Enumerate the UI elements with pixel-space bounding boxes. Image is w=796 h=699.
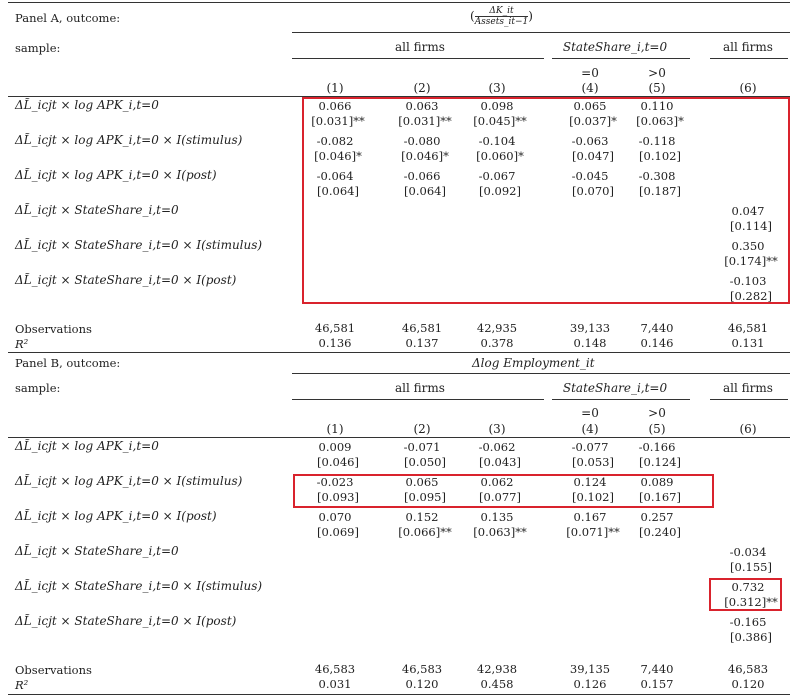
panel-b-observations-label: Observations	[15, 663, 92, 677]
panel-a-outcome: ( $\frac{\Delta K\_it}{\text{Assets\_it−1}}$ )	[470, 6, 533, 27]
panel-a-group-rule-3	[710, 58, 788, 59]
coefficient: -0.067	[478, 169, 516, 183]
top-rule	[8, 2, 790, 3]
panel-b-sub4: =0	[581, 406, 599, 420]
coefficient: 0.063	[405, 99, 439, 113]
standard-error: [0.060]*	[476, 149, 524, 163]
panel-b-row-label: ΔL̃_icjt × log APK_i,t=0 × I(post)	[15, 509, 217, 523]
observations-value: 7,440	[640, 662, 674, 676]
coefficient: 0.152	[405, 510, 439, 524]
coefficient: 0.062	[480, 475, 514, 489]
coefficient: 0.089	[640, 475, 674, 489]
panel-b-cell	[392, 440, 452, 470]
standard-error: [0.063]*	[636, 114, 684, 128]
panel-b-header-rule	[8, 437, 790, 438]
coefficient: 0.066	[318, 99, 352, 113]
coefficient: 0.167	[573, 510, 607, 524]
panel-b-cell	[467, 510, 527, 540]
r2-value: 0.120	[405, 677, 439, 691]
standard-error: [0.071]**	[566, 525, 620, 539]
panel-a-sub4: =0	[581, 66, 599, 80]
coefficient: 0.135	[480, 510, 514, 524]
standard-error: [0.031]**	[311, 114, 365, 128]
panel-b-col-5: (5)	[648, 422, 666, 436]
coefficient: -0.082	[316, 134, 354, 148]
panel-b-cell	[718, 615, 778, 645]
panel-b-row-label: ΔL̃_icjt × StateShare_i,t=0 × I(post)	[15, 614, 237, 628]
panel-b-group-rule-2	[552, 399, 690, 400]
observations-value: 46,581	[401, 321, 443, 335]
standard-error: [0.046]*	[401, 149, 449, 163]
panel-b-cell	[560, 510, 620, 540]
standard-error: [0.187]	[639, 184, 681, 198]
coefficient: 0.009	[318, 440, 352, 454]
standard-error: [0.282]	[730, 289, 772, 303]
observations-value: 46,583	[401, 662, 443, 676]
coefficient: -0.066	[403, 169, 441, 183]
standard-error: [0.114]	[730, 219, 772, 233]
r2-value: 0.157	[640, 677, 674, 691]
coefficient: 0.124	[573, 475, 607, 489]
panel-b-group-all-firms: all firms	[395, 381, 445, 395]
panel-b-highlight-box-col6	[709, 578, 782, 611]
panel-a-row-label: ΔL̃_icjt × StateShare_i,t=0 × I(post)	[15, 273, 237, 287]
panel-b-row-label: ΔL̃_icjt × StateShare_i,t=0	[15, 544, 179, 558]
panel-a-group-all-firms-6: all firms	[723, 40, 773, 54]
panel-b-cell	[467, 440, 527, 470]
observations-value: 42,935	[476, 321, 518, 335]
standard-error: [0.102]	[639, 149, 681, 163]
panel-b-cell	[392, 510, 452, 540]
panel-a-col-2: (2)	[413, 81, 431, 95]
standard-error: [0.063]**	[473, 525, 527, 539]
r2-value: 0.136	[318, 336, 352, 350]
standard-error: [0.070]	[572, 184, 614, 198]
panel-b-row-label: ΔL̃_icjt × log APK_i,t=0	[15, 439, 159, 453]
coefficient: -0.062	[478, 440, 516, 454]
standard-error: [0.155]	[730, 560, 772, 574]
r2-value: 0.137	[405, 336, 439, 350]
panel-b-top-rule	[8, 352, 790, 353]
observations-value: 7,440	[640, 321, 674, 335]
standard-error: [0.050]	[404, 455, 446, 469]
panel-a-group-rule-1	[292, 58, 544, 59]
panel-b-col-3: (3)	[488, 422, 506, 436]
coefficient: -0.034	[729, 545, 767, 559]
r2-value: 0.120	[731, 677, 765, 691]
observations-value: 39,135	[569, 662, 611, 676]
panel-a-col-1: (1)	[326, 81, 344, 95]
panel-a-row-label: ΔL̃_icjt × StateShare_i,t=0	[15, 203, 179, 217]
standard-error: [0.092]	[479, 184, 521, 198]
coefficient: -0.023	[316, 475, 354, 489]
r2-value: 0.031	[318, 677, 352, 691]
standard-error: [0.095]	[404, 490, 446, 504]
panel-b-row-label: ΔL̃_icjt × log APK_i,t=0 × I(stimulus)	[15, 474, 243, 488]
coefficient: -0.077	[571, 440, 609, 454]
standard-error: [0.069]	[317, 525, 359, 539]
r2-value: 0.378	[480, 336, 514, 350]
observations-value: 46,581	[727, 321, 769, 335]
coefficient: -0.308	[638, 169, 676, 183]
coefficient: 0.350	[731, 239, 765, 253]
coefficient: 0.070	[318, 510, 352, 524]
r2-value: 0.148	[573, 336, 607, 350]
panel-b-sample-label: sample:	[15, 381, 61, 395]
coefficient: 0.257	[640, 510, 674, 524]
coefficient: -0.104	[478, 134, 516, 148]
panel-a-group-all-firms: all firms	[395, 40, 445, 54]
coefficient: -0.118	[638, 134, 676, 148]
panel-b-col-2: (2)	[413, 422, 431, 436]
panel-b-cell	[627, 440, 687, 470]
observations-value: 39,133	[569, 321, 611, 335]
coefficient: 0.732	[731, 580, 765, 594]
coefficient: -0.165	[729, 615, 767, 629]
standard-error: [0.102]	[572, 490, 614, 504]
standard-error: [0.053]	[572, 455, 614, 469]
coefficient: -0.166	[638, 440, 676, 454]
panel-b-cell	[627, 510, 687, 540]
coefficient: 0.098	[480, 99, 514, 113]
panel-a-title: Panel A, outcome:	[15, 11, 121, 25]
panel-a-col-5: (5)	[648, 81, 666, 95]
standard-error: [0.047]	[572, 149, 614, 163]
panel-b-outcome: Δlog Employment_it	[472, 356, 595, 370]
panel-a-highlight-box	[302, 97, 790, 304]
standard-error: [0.174]**	[724, 254, 778, 268]
observations-value: 42,938	[476, 662, 518, 676]
panel-b-group-rule-1	[292, 399, 544, 400]
coefficient: 0.065	[573, 99, 607, 113]
standard-error: [0.066]**	[398, 525, 452, 539]
standard-error: [0.093]	[317, 490, 359, 504]
panel-b-cell	[718, 545, 778, 575]
panel-a-r2-label: R²	[15, 337, 29, 351]
panel-b-group-state-share: StateShare_i,t=0	[562, 381, 668, 395]
coefficient: 0.047	[731, 204, 765, 218]
panel-b-row-label: ΔL̃_icjt × StateShare_i,t=0 × I(stimulus)	[15, 579, 263, 593]
standard-error: [0.077]	[479, 490, 521, 504]
standard-error: [0.386]	[730, 630, 772, 644]
standard-error: [0.124]	[639, 455, 681, 469]
panel-a-row-label: ΔL̃_icjt × log APK_i,t=0 × I(stimulus)	[15, 133, 243, 147]
panel-a-col-6: (6)	[739, 81, 757, 95]
observations-value: 46,581	[314, 321, 356, 335]
standard-error: [0.064]	[317, 184, 359, 198]
coefficient: -0.063	[571, 134, 609, 148]
panel-b-col-1: (1)	[326, 422, 344, 436]
panel-b-cell	[305, 510, 365, 540]
standard-error: [0.045]**	[473, 114, 527, 128]
r2-value: 0.131	[731, 336, 765, 350]
standard-error: [0.312]**	[724, 595, 778, 609]
panel-b-sample-rule	[292, 373, 790, 374]
standard-error: [0.064]	[404, 184, 446, 198]
panel-a-col-4: (4)	[581, 81, 599, 95]
panel-b-cell	[305, 440, 365, 470]
standard-error: [0.043]	[479, 455, 521, 469]
coefficient: -0.071	[403, 440, 441, 454]
panel-a-sample-label: sample:	[15, 41, 61, 55]
coefficient: -0.064	[316, 169, 354, 183]
panel-a-row-label: ΔL̃_icjt × log APK_i,t=0 × I(post)	[15, 168, 217, 182]
standard-error: [0.046]	[317, 455, 359, 469]
panel-b-title: Panel B, outcome:	[15, 356, 121, 370]
panel-b-sub5: >0	[648, 406, 666, 420]
panel-a-row-label: ΔL̃_icjt × log APK_i,t=0	[15, 98, 159, 112]
panel-b-highlight-box-stimulus	[293, 474, 714, 508]
panel-a-observations-label: Observations	[15, 322, 92, 336]
panel-b-group-all-firms-6: all firms	[723, 381, 773, 395]
panel-a-col-3: (3)	[488, 81, 506, 95]
panel-a-sample-rule	[292, 32, 790, 33]
standard-error: [0.240]	[639, 525, 681, 539]
panel-a-group-state-share: StateShare_i,t=0	[562, 40, 668, 54]
bottom-rule	[8, 694, 790, 695]
r2-value: 0.146	[640, 336, 674, 350]
observations-value: 46,583	[727, 662, 769, 676]
coefficient: -0.080	[403, 134, 441, 148]
panel-b-group-rule-3	[710, 399, 788, 400]
r2-value: 0.458	[480, 677, 514, 691]
coefficient: -0.103	[729, 274, 767, 288]
observations-value: 46,583	[314, 662, 356, 676]
coefficient: 0.110	[640, 99, 674, 113]
r2-value: 0.126	[573, 677, 607, 691]
standard-error: [0.046]*	[314, 149, 362, 163]
panel-b-cell	[560, 440, 620, 470]
standard-error: [0.031]**	[398, 114, 452, 128]
panel-a-sub5: >0	[648, 66, 666, 80]
panel-a-group-rule-2	[552, 58, 690, 59]
panel-b-col-4: (4)	[581, 422, 599, 436]
coefficient: 0.065	[405, 475, 439, 489]
panel-a-row-label: ΔL̃_icjt × StateShare_i,t=0 × I(stimulus)	[15, 238, 263, 252]
panel-b-col-6: (6)	[739, 422, 757, 436]
standard-error: [0.167]	[639, 490, 681, 504]
coefficient: -0.045	[571, 169, 609, 183]
panel-b-r2-label: R²	[15, 678, 29, 692]
standard-error: [0.037]*	[569, 114, 617, 128]
